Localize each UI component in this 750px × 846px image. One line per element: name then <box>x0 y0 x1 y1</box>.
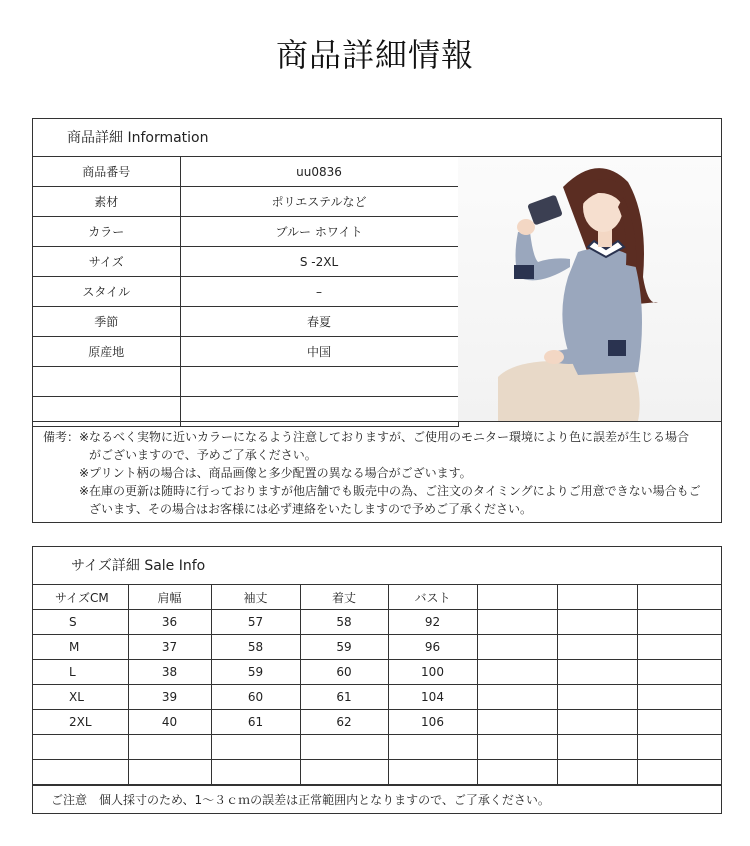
size-cell: 36 <box>128 610 211 635</box>
note-line: ざいます、その場合はお客様には必ず連絡をいたしますので予めご了承ください。 <box>89 502 533 516</box>
size-cell <box>637 610 721 635</box>
column-header: バスト <box>388 585 477 610</box>
size-cell <box>637 760 721 785</box>
spec-row <box>33 247 458 277</box>
page-title: 商品詳細情報 <box>275 36 474 74</box>
note-line: ※プリント柄の場合は、商品画像と多少配置の異なる場合がございます。 <box>79 466 472 480</box>
note-line: がございますので、予めご了承ください。 <box>89 448 317 462</box>
size-cell <box>300 735 388 760</box>
size-cell: S <box>33 610 128 635</box>
info-heading: 商品詳細 Information <box>33 119 721 157</box>
note-line: ※在庫の更新は随時に行っておりますが他店舗でも販売中の為、ご注文のタイミングによりご用意できない場合もご <box>79 484 701 498</box>
spec-value <box>180 367 458 397</box>
size-cell <box>557 660 637 685</box>
spec-value: 中国 <box>180 337 458 367</box>
size-cell: 60 <box>300 660 388 685</box>
product-photo <box>458 157 721 421</box>
size-cell <box>557 610 637 635</box>
spec-label <box>33 367 180 397</box>
size-cell: 61 <box>300 685 388 710</box>
size-cell: M <box>33 635 128 660</box>
size-cell <box>477 710 557 735</box>
size-cell <box>557 760 637 785</box>
column-header <box>477 585 557 610</box>
spec-value: ポリエステルなど <box>180 187 458 217</box>
size-cell <box>211 735 300 760</box>
column-header: サイズCM <box>33 585 128 610</box>
spec-value: 春夏 <box>180 307 458 337</box>
size-header-row <box>33 585 721 610</box>
size-cell: 37 <box>128 635 211 660</box>
size-cell: 104 <box>388 685 477 710</box>
spec-row <box>33 157 458 187</box>
size-cell <box>388 735 477 760</box>
size-cell: XL <box>33 685 128 710</box>
column-header: 袖丈 <box>211 585 300 610</box>
spec-table <box>33 157 459 427</box>
spec-label: カラー <box>33 217 180 247</box>
size-cell: 58 <box>211 635 300 660</box>
size-cell: 40 <box>128 710 211 735</box>
spec-value: uu0836 <box>180 157 458 187</box>
spec-label: サイズ <box>33 247 180 277</box>
spec-label: 素材 <box>33 187 180 217</box>
size-cell: L <box>33 660 128 685</box>
size-row <box>33 760 721 785</box>
size-info-section <box>32 546 722 814</box>
size-cell <box>477 635 557 660</box>
size-cell <box>300 760 388 785</box>
note-line: 備考：※なるべく実物に近いカラーになるよう注意しておりますが、ご使用のモニター環境により色に誤差が生じる場合 <box>43 430 690 444</box>
size-cell: 38 <box>128 660 211 685</box>
size-cell <box>388 760 477 785</box>
spec-row <box>33 187 458 217</box>
size-row <box>33 685 721 710</box>
size-cell: 57 <box>211 610 300 635</box>
spec-label: 原産地 <box>33 337 180 367</box>
column-header <box>637 585 721 610</box>
size-row <box>33 735 721 760</box>
spec-value: S -2XL <box>180 247 458 277</box>
size-cell: 96 <box>388 635 477 660</box>
size-cell <box>637 735 721 760</box>
size-note: ご注意 個人採寸のため、1〜３ｃｍの誤差は正常範囲内となりますので、ご了承ください。 <box>33 785 721 813</box>
size-cell <box>637 635 721 660</box>
size-cell <box>637 660 721 685</box>
spec-value: – <box>180 277 458 307</box>
spec-row <box>33 367 458 397</box>
size-cell <box>477 685 557 710</box>
spec-row <box>33 217 458 247</box>
column-header <box>557 585 637 610</box>
size-cell: 100 <box>388 660 477 685</box>
size-cell <box>637 710 721 735</box>
size-cell: 2XL <box>33 710 128 735</box>
spec-row <box>33 277 458 307</box>
size-cell <box>128 735 211 760</box>
size-cell <box>477 760 557 785</box>
size-cell: 61 <box>211 710 300 735</box>
spec-row <box>33 307 458 337</box>
size-cell: 59 <box>300 635 388 660</box>
size-cell <box>211 760 300 785</box>
size-cell <box>557 685 637 710</box>
size-row <box>33 610 721 635</box>
spec-row <box>33 337 458 367</box>
size-cell: 60 <box>211 685 300 710</box>
size-cell <box>477 735 557 760</box>
size-row <box>33 660 721 685</box>
size-table <box>33 585 721 785</box>
size-cell <box>557 710 637 735</box>
size-cell <box>637 685 721 710</box>
size-cell <box>128 760 211 785</box>
size-row <box>33 710 721 735</box>
size-cell: 39 <box>128 685 211 710</box>
model-illustration <box>458 157 721 421</box>
size-cell: 92 <box>388 610 477 635</box>
column-header: 肩幅 <box>128 585 211 610</box>
size-row <box>33 635 721 660</box>
size-cell: 59 <box>211 660 300 685</box>
size-cell <box>477 660 557 685</box>
size-cell: 106 <box>388 710 477 735</box>
notes-block <box>33 421 721 522</box>
spec-label: 季節 <box>33 307 180 337</box>
spec-value: ブルー ホワイト <box>180 217 458 247</box>
spec-label: 商品番号 <box>33 157 180 187</box>
size-cell <box>557 735 637 760</box>
product-info-section <box>32 118 722 523</box>
column-header: 着丈 <box>300 585 388 610</box>
size-cell <box>557 635 637 660</box>
size-cell <box>33 735 128 760</box>
size-cell <box>33 760 128 785</box>
size-cell <box>477 610 557 635</box>
spec-label: スタイル <box>33 277 180 307</box>
size-heading: サイズ詳細 Sale Info <box>33 547 721 585</box>
size-cell: 62 <box>300 710 388 735</box>
size-cell: 58 <box>300 610 388 635</box>
